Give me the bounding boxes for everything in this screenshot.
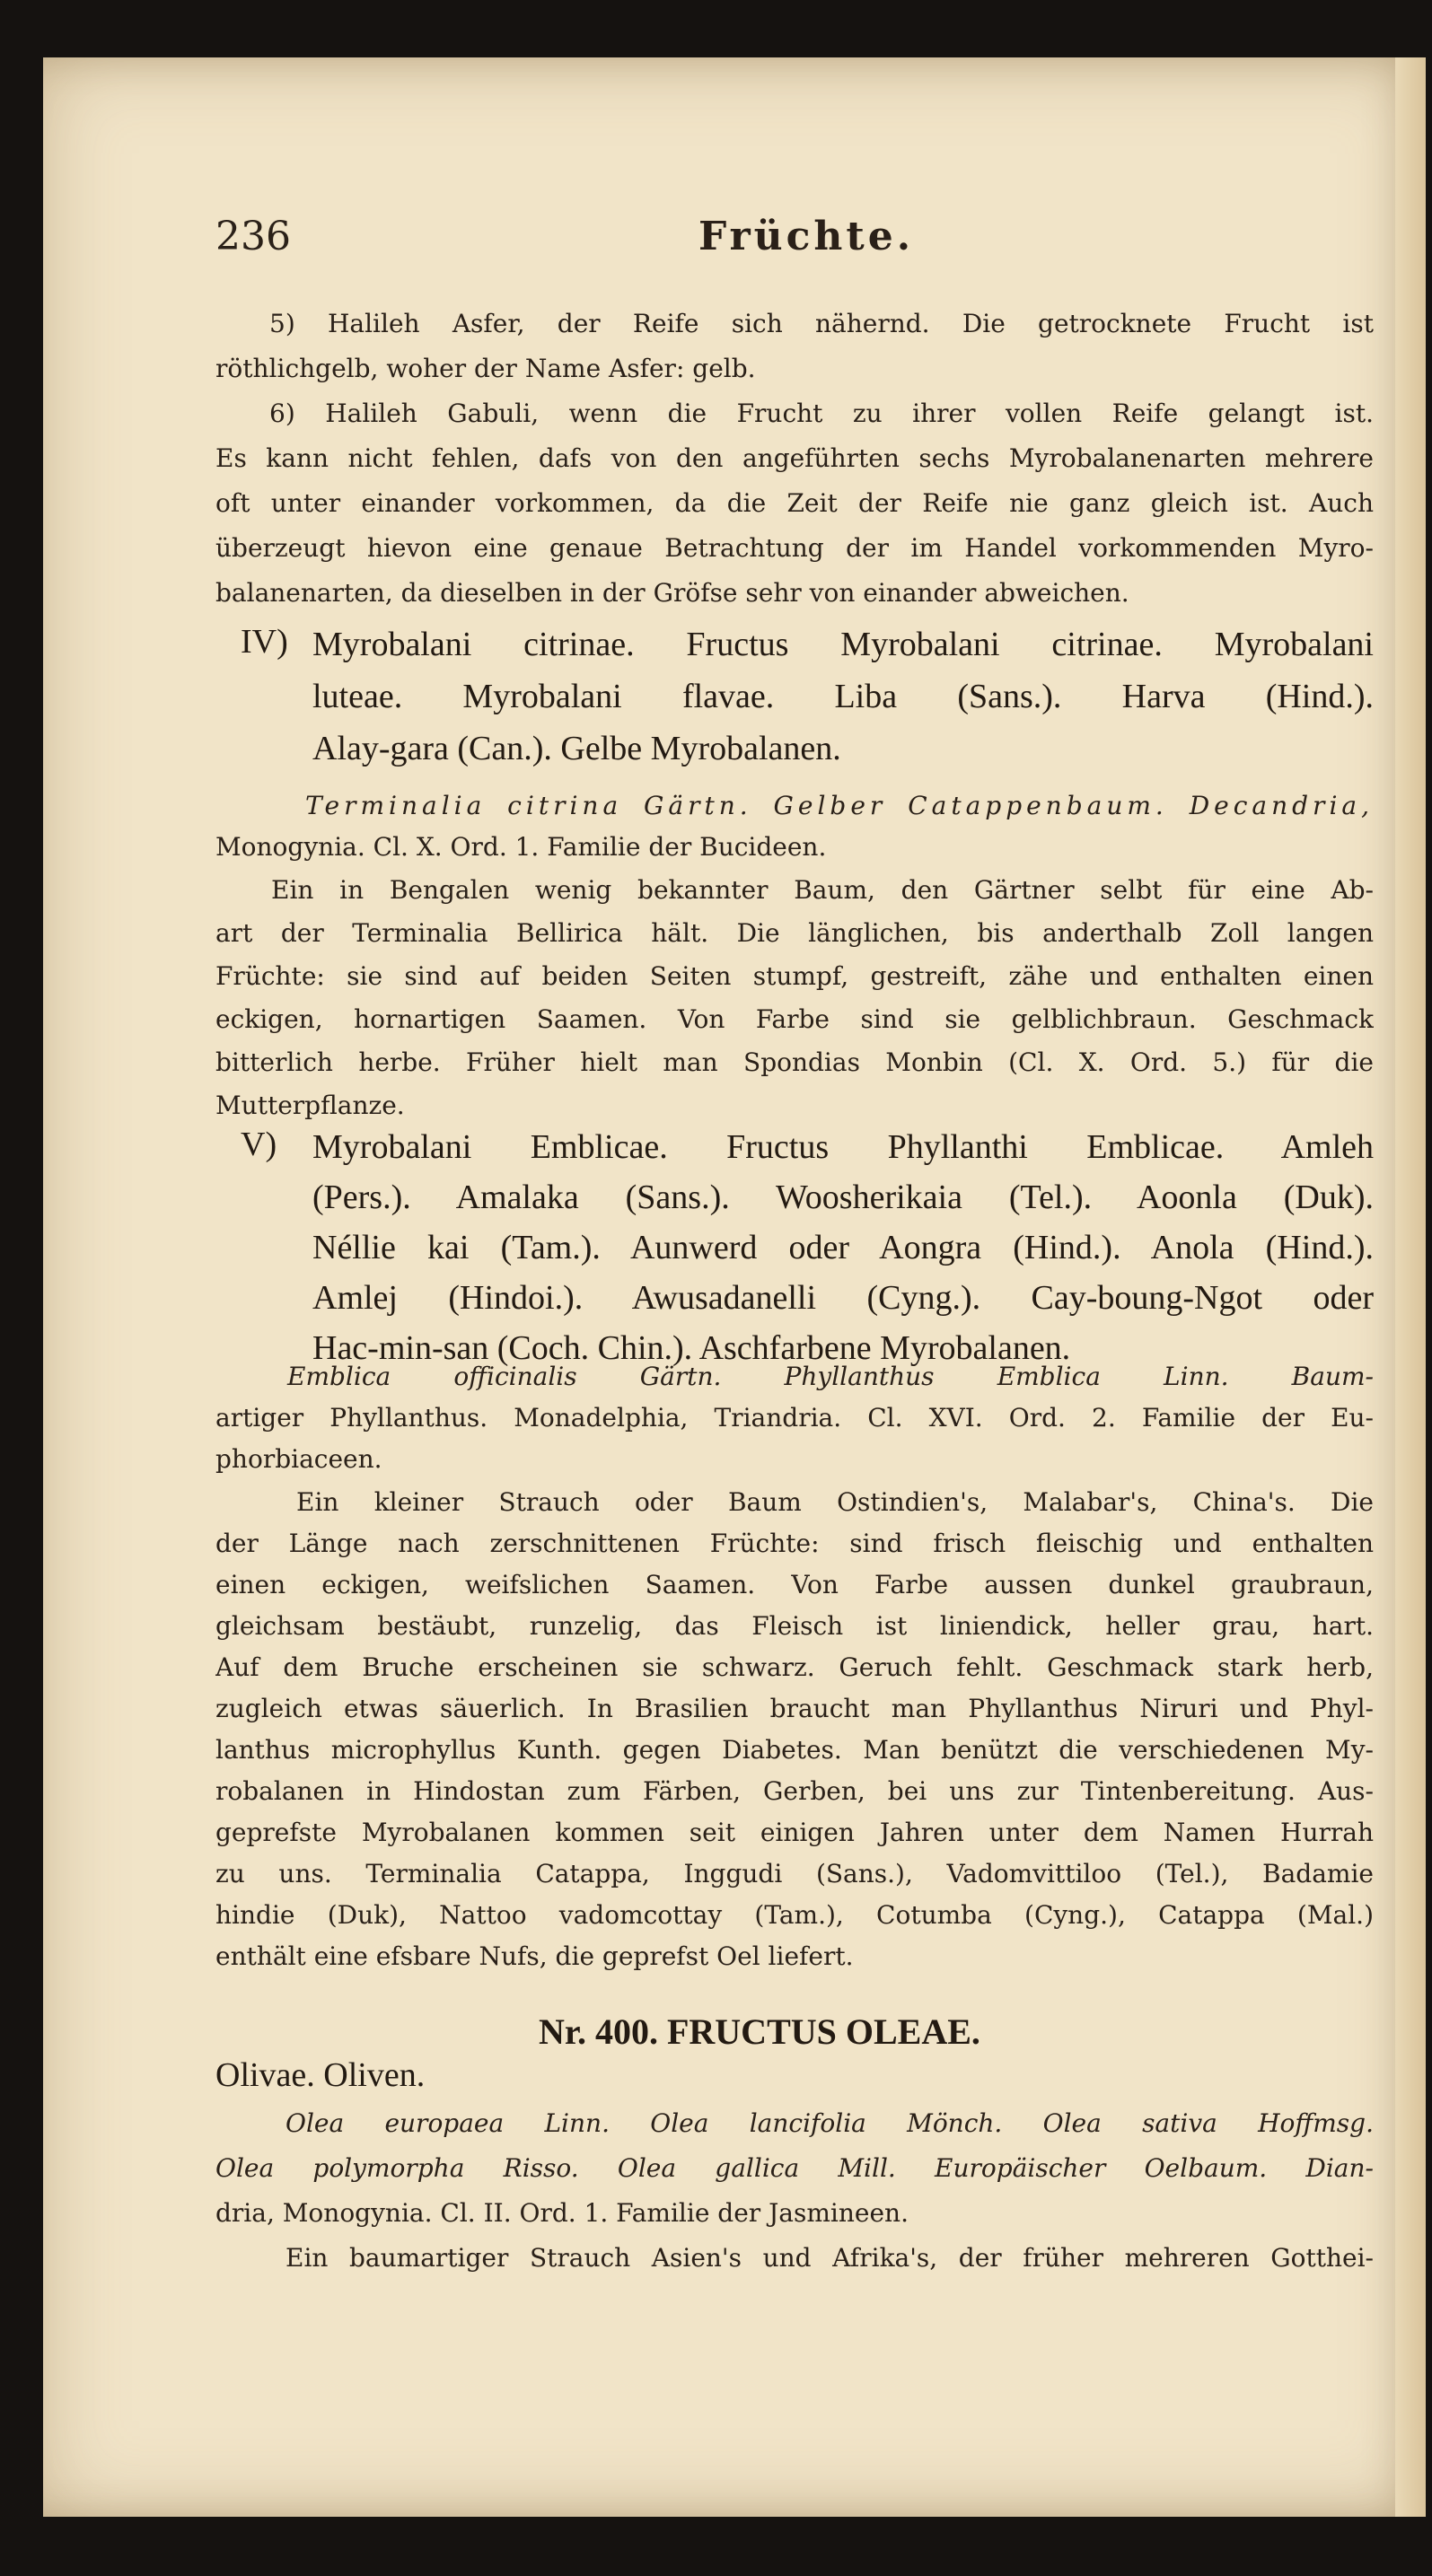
text-line: dria, Monogynia. Cl. II. Ord. 1. Familie der Jasmineen. — [215, 2198, 909, 2228]
running-title: Früchte. — [698, 214, 915, 259]
section-heading — [312, 619, 1374, 781]
text-line: Olea europaea Linn. Olea lancifolia Mönch. Olea sativa Hoffmsg. — [286, 2108, 1374, 2138]
heading-line: (Pers.). Amalaka (Sans.). Woosherikaia (Tel.). Aoonla (Duk). — [312, 1178, 1374, 1216]
text-line: röthlichgelb, woher der Name Asfer: gelb. — [215, 354, 756, 383]
text-line: lanthus microphyllus Kunth. gegen Diabetes. Man benützt die verschiedenen My- — [215, 1735, 1374, 1765]
text-block-section5 — [215, 1354, 1374, 2000]
text-line: Emblica officinalis Gärtn. Phyllanthus Emblica Linn. Baum- — [287, 1362, 1374, 1391]
entry-subheading: Olivae. Oliven. — [215, 2056, 426, 2094]
text-line: hindie (Duk), Nattoo vadomcottay (Tam.), Cotumba (Cyng.), Catappa (Mal.) — [215, 1900, 1374, 1930]
text-line: phorbiaceen. — [215, 1444, 382, 1474]
text-line: balanenarten, da dieselben in der Gröfse sehr von einander abweichen. — [215, 578, 1129, 608]
text-line: artiger Phyllanthus. Monadelphia, Triandria. Cl. XVI. Ord. 2. Familie der Eu- — [215, 1403, 1374, 1433]
heading-line: Hac-min-san (Coch. Chin.). Aschfarbene Myrobalanen. — [312, 1329, 1071, 1367]
heading-line: Myrobalani citrinae. Fructus Myrobalani citrinae. Myrobalani — [312, 626, 1374, 663]
text-line: bitterlich herbe. Früher hielt man Spondias Monbin (Cl. X. Ord. 5.) für die — [215, 1047, 1374, 1077]
heading-line: Amlej (Hindoi.). Awusadanelli (Cyng.). Cay-boung-Ngot oder — [312, 1279, 1374, 1317]
text-line: 6) Halileh Gabuli, wenn die Frucht zu ihrer vollen Reife gelangt ist. — [269, 399, 1374, 428]
text-line: zu uns. Terminalia Catappa, Inggudi (Sans.), Vadomvittiloo (Tel.), Badamie — [215, 1859, 1374, 1888]
heading-line: luteae. Myrobalani flavae. Liba (Sans.). Harva (Hind.). — [312, 678, 1374, 715]
page-edge — [1395, 57, 1426, 2517]
text-line: Monogynia. Cl. X. Ord. 1. Familie der Bucideen. — [215, 832, 827, 862]
text-line: Auf dem Bruche erscheinen sie schwarz. Geruch fehlt. Geschmack stark herb, — [215, 1652, 1374, 1682]
text-line: art der Terminalia Bellirica hält. Die länglichen, bis anderthalb Zoll langen — [215, 918, 1374, 948]
heading-line: Néllie kai (Tam.). Aunwerd oder Aongra (Hind.). Anola (Hind.). — [312, 1229, 1374, 1266]
text-line: Mutterpflanze. — [215, 1091, 405, 1120]
section-number: IV) — [241, 623, 288, 661]
text-block-nr400 — [215, 2100, 1374, 2298]
text-line: der Länge nach zerschnittenen Früchte: sind frisch fleischig und enthalten — [215, 1529, 1374, 1558]
text-line: Ein in Bengalen wenig bekannter Baum, den Gärtner selbt für eine Ab- — [271, 875, 1374, 905]
text-line: Olea polymorpha Risso. Olea gallica Mill. Europäischer Oelbaum. Dian- — [215, 2153, 1374, 2183]
text-line: Terminalia citrina Gärtn. Gelber Catappenbaum. Decandria, — [305, 791, 1374, 820]
section-number: V) — [241, 1126, 277, 1163]
text-line: Früchte: sie sind auf beiden Seiten stumpf, gestreift, zähe und enthalten einen — [215, 961, 1374, 991]
text-line: enthält eine efsbare Nufs, die geprefst Oel liefert. — [215, 1941, 854, 1971]
heading-line: Myrobalani Emblicae. Fructus Phyllanthi Emblicae. Amleh — [312, 1128, 1374, 1166]
text-line: gleichsam bestäubt, runzelig, das Fleisch ist liniendick, heller grau, hart. — [215, 1611, 1374, 1641]
text-line: robalanen in Hindostan zum Färben, Gerben, bei uns zur Tintenbereitung. Aus- — [215, 1776, 1374, 1806]
page-number: 236 — [215, 214, 291, 259]
text-block-section4 — [215, 783, 1374, 1160]
text-line: Es kann nicht fehlen, dafs von den angeführten sechs Myrobalanenarten mehrere — [215, 443, 1374, 473]
text-block-intro — [215, 301, 1374, 624]
entry-heading: Nr. 400. FRUCTUS OLEAE. — [539, 2011, 980, 2052]
text-line: 5) Halileh Asfer, der Reife sich nähernd. Die getrocknete Frucht ist — [269, 309, 1374, 338]
heading-line: Alay-gara (Can.). Gelbe Myrobalanen. — [312, 730, 841, 767]
text-line: Ein kleiner Strauch oder Baum Ostindien's, Malabar's, China's. Die — [296, 1487, 1374, 1517]
section-heading — [312, 1122, 1374, 1382]
text-line: überzeugt hievon eine genaue Betrachtung der im Handel vorkommenden Myro- — [215, 533, 1374, 563]
text-line: geprefste Myrobalanen kommen seit einigen Jahren unter dem Namen Hurrah — [215, 1818, 1374, 1847]
text-line: zugleich etwas säuerlich. In Brasilien braucht man Phyllanthus Niruri und Phyl- — [215, 1694, 1374, 1723]
text-line: oft unter einander vorkommen, da die Zeit der Reife nie ganz gleich ist. Auch — [215, 488, 1374, 518]
text-line: Ein baumartiger Strauch Asien's und Afrika's, der früher mehreren Gotthei- — [286, 2243, 1374, 2273]
text-line: einen eckigen, weifslichen Saamen. Von Farbe aussen dunkel graubraun, — [215, 1570, 1374, 1599]
text-line: eckigen, hornartigen Saamen. Von Farbe sind sie gelblichbraun. Geschmack — [215, 1004, 1374, 1034]
